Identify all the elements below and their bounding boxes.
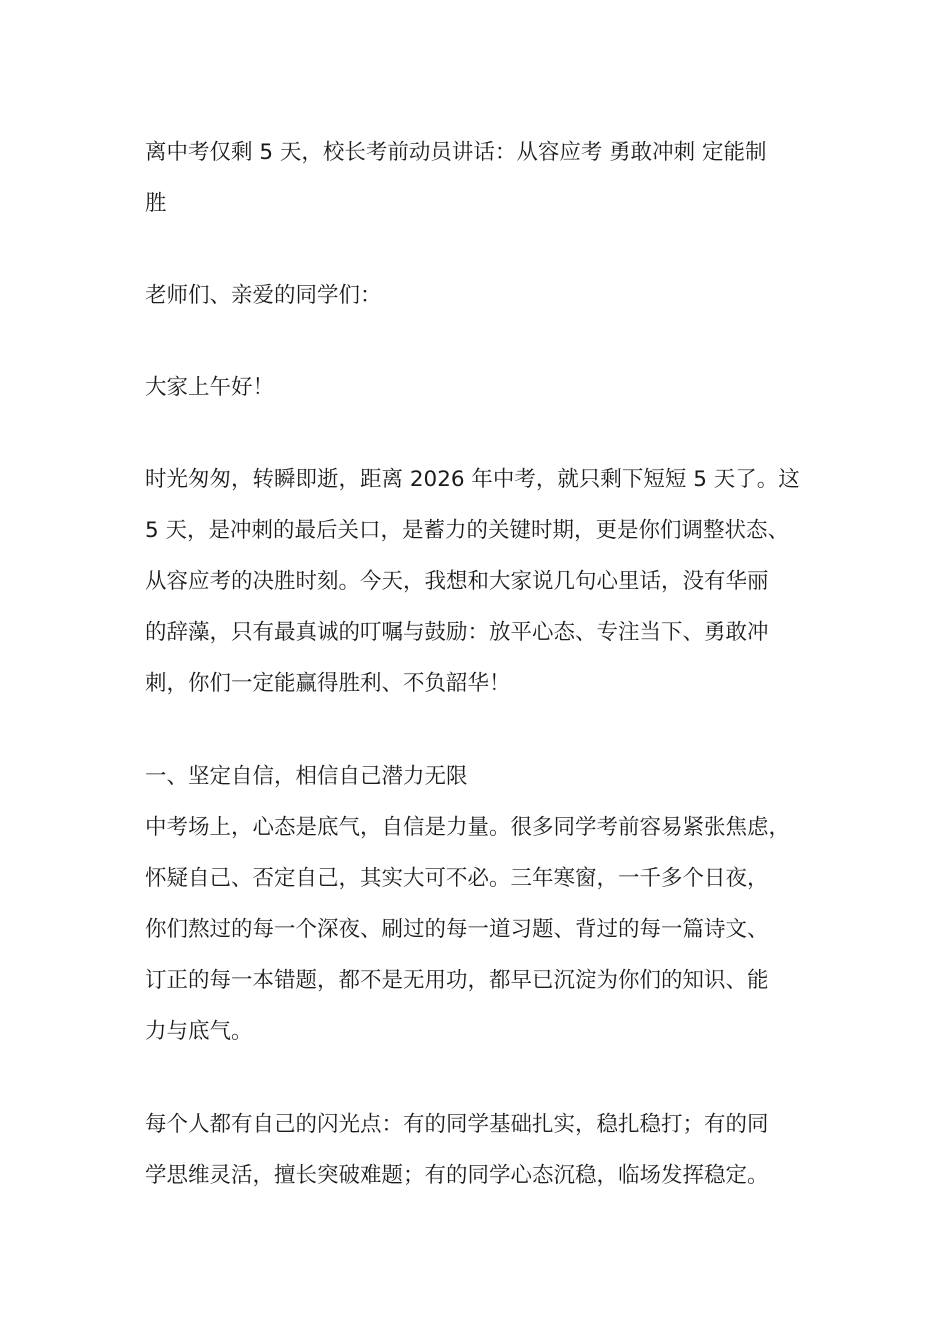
paragraph-spacer (145, 709, 810, 751)
paragraph-spacer (145, 321, 810, 362)
salutation-line: 老师们、亲爱的同学们： (145, 283, 382, 308)
paragraph-spacer (145, 229, 810, 270)
intro-line-4: 的辞藻，只有最真诚的叮嘱与鼓励：放平心态、专注当下、勇敢冲 (145, 620, 769, 645)
section1-heading-line: 一、坚定自信，相信自己潜力无限 (145, 764, 468, 789)
title-line-1: 离中考仅剩 5 天，校长考前动员讲话：从容应考 勇敢冲刺 定能制 (145, 140, 767, 165)
paragraph-spacer (145, 1057, 810, 1099)
section1-line-4: 订正的每一本错题，都不是无用功，都早已沉淀为你们的知识、能 (145, 968, 769, 993)
section1-heading (145, 751, 810, 802)
intro-line-3: 从容应考的决胜时刻。今天，我想和大家说几句心里话，没有华丽 (145, 569, 769, 594)
section1-paragraph-2 (145, 1099, 810, 1201)
document-body (145, 127, 810, 1201)
section1-p2-line-1: 每个人都有自己的闪光点：有的同学基础扎实，稳扎稳打；有的同 (145, 1112, 769, 1137)
paragraph-spacer (145, 413, 810, 454)
intro-paragraph (145, 454, 810, 709)
section1-line-3: 你们熬过的每一个深夜、刷过的每一道习题、背过的每一篇诗文、 (145, 917, 769, 942)
document-title (145, 127, 810, 229)
intro-line-1: 时光匆匆，转瞬即逝，距离 2026 年中考，就只剩下短短 5 天了。这 (145, 467, 800, 492)
greeting (145, 362, 810, 413)
section1-line-5: 力与底气。 (145, 1019, 253, 1044)
title-line-2: 胜 (145, 191, 167, 216)
section1-line-1: 中考场上，心态是底气，自信是力量。很多同学考前容易紧张焦虑， (145, 815, 791, 840)
salutation (145, 270, 810, 321)
section1-paragraph (145, 802, 810, 1057)
intro-line-5: 刺，你们一定能赢得胜利、不负韶华！ (145, 671, 511, 696)
section1-line-2: 怀疑自己、否定自己，其实大可不必。三年寒窗，一千多个日夜， (145, 866, 769, 891)
greeting-line: 大家上午好！ (145, 375, 275, 400)
section1-p2-line-2: 学思维灵活，擅长突破难题；有的同学心态沉稳，临场发挥稳定。 (145, 1163, 769, 1188)
intro-line-2: 5 天，是冲刺的最后关口，是蓄力的关键时期，更是你们调整状态、 (145, 518, 790, 543)
